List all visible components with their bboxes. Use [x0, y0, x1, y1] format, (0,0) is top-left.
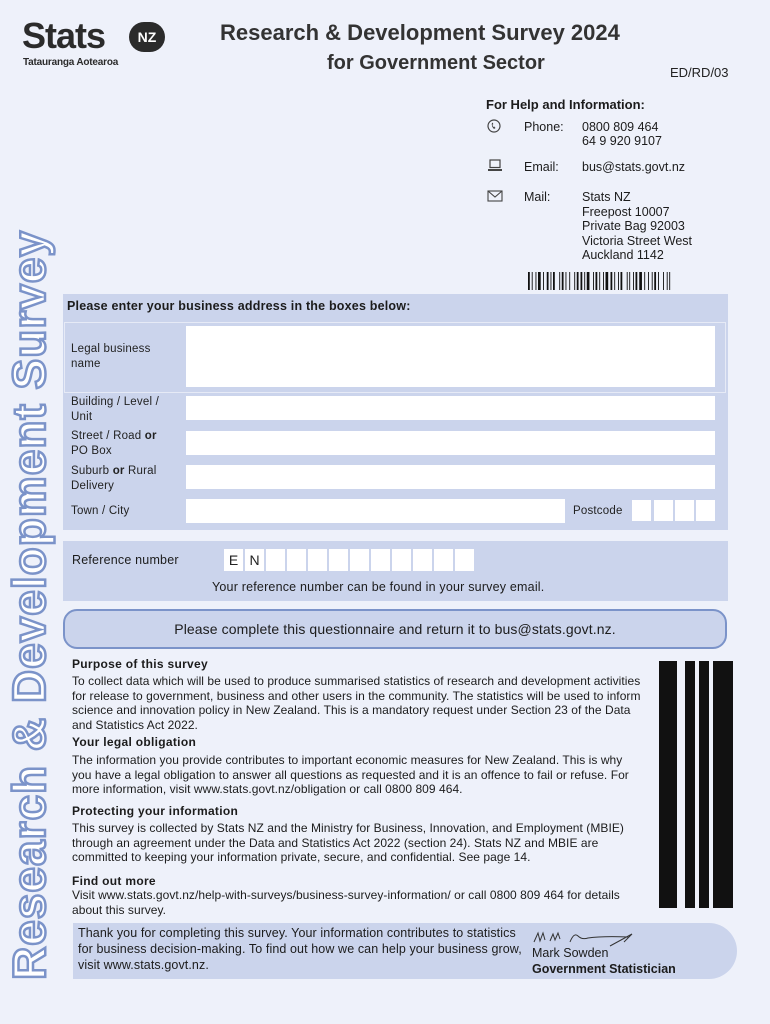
street-label: Street / Road or PO Box — [71, 430, 157, 457]
postcode-label: Postcode — [573, 505, 623, 517]
scan-bar-3 — [699, 661, 709, 908]
envelope-icon — [487, 190, 503, 204]
email-address: bus@stats.govt.nz — [582, 160, 686, 174]
barcode-bar — [654, 272, 656, 290]
barcode-bar — [566, 272, 567, 290]
reference-digit-box[interactable] — [434, 549, 453, 571]
barcode-bar — [577, 272, 579, 290]
mail-label: Mail: — [524, 190, 551, 204]
legal-heading: Your legal obligation — [72, 735, 197, 749]
vertical-title: Research & Development Survey — [3, 230, 55, 980]
reference-digit-box[interactable] — [308, 549, 327, 571]
barcode-bar — [532, 272, 533, 290]
barcode-bar — [639, 272, 642, 290]
phone-icon — [487, 119, 503, 133]
barcode-bar — [633, 272, 634, 290]
logo-word: Stats — [22, 15, 106, 56]
purpose-heading: Purpose of this survey — [72, 657, 208, 671]
stats-nz-logo — [22, 15, 182, 73]
barcode-bar — [553, 272, 555, 290]
barcode-bar — [618, 272, 619, 290]
barcode-bar — [562, 272, 564, 290]
barcode-bar — [629, 272, 630, 290]
barcode-bar — [599, 272, 600, 290]
barcode-bar — [538, 272, 541, 290]
scan-bar-4 — [713, 661, 733, 908]
legal-name-field[interactable] — [186, 326, 715, 387]
find-text: Visit www.stats.govt.nz/help-with-surveys/business-survey-information/ or call 0800 809 464 for details about this survey. — [72, 888, 620, 917]
form-code: ED/RD/03 — [670, 65, 729, 80]
reference-prefix-1: E — [224, 549, 243, 571]
reference-digit-box[interactable] — [350, 549, 369, 571]
legal-text: The information you provide contributes to important economic measures for New Zealand. This is why you have a legal obligation to answer all questions as requested and it is an offence to fail or refuse. For more information, visit www.stats.govt.nz/obligation or call 0800 809 464. — [72, 753, 629, 797]
barcode-bar — [606, 272, 609, 290]
scan-bar-2 — [685, 661, 695, 908]
signatory-title: Government Statistician — [532, 962, 676, 976]
barcode — [528, 272, 722, 290]
barcode-bar — [667, 272, 668, 290]
barcode-bar — [543, 272, 544, 290]
barcode-bar — [627, 272, 628, 290]
thanks-text: Thank you for completing this survey. Your information contributes to statistics for business decision-making. To find out how we can help your business grow, visit www.stats.govt.nz. — [78, 926, 522, 972]
email-label: Email: — [524, 160, 559, 174]
suburb-field[interactable] — [186, 465, 715, 489]
barcode-bar — [584, 272, 585, 290]
protect-heading: Protecting your information — [72, 804, 239, 818]
postcode-digit-3[interactable] — [675, 500, 694, 521]
barcode-bar — [621, 272, 623, 290]
page-title: Research & Development Survey 2024 — [220, 20, 620, 45]
reference-label: Reference number — [72, 553, 179, 567]
logo-badge: NZ — [129, 22, 165, 52]
reference-digit-box[interactable] — [266, 549, 285, 571]
postcode-digit-1[interactable] — [632, 500, 651, 521]
logo-tagline: Tatauranga Aotearoa — [23, 57, 119, 68]
barcode-bar — [636, 272, 638, 290]
reference-note: Your reference number can be found in your survey email. — [212, 580, 545, 594]
reference-prefix-2: N — [245, 549, 264, 571]
mail-line-2: Freepost 10007 — [582, 205, 670, 219]
postcode-digit-2[interactable] — [654, 500, 673, 521]
barcode-bar — [581, 272, 583, 290]
legal-name-label: Legal business name — [71, 343, 151, 370]
mail-line-1: Stats NZ — [582, 190, 631, 204]
protect-text: This survey is collected by Stats NZ and the Ministry for Business, Innovation, and Employment (MBIE) through an agreement under the Data and Statistics Act 2022 (section 24). Stats NZ and MBIE are committed to keeping your information private, secure, and confidential. See page 14. — [72, 821, 624, 865]
town-field[interactable] — [186, 499, 565, 523]
purpose-text: To collect data which will be used to produce summarised statistics of research and development activities for release to government, business and other users in the community. The statistics will be used to inform science and innovation policy in New Zealand. This is a mandatory request under Section 23 of the Data and Statistics Act 2022. — [72, 674, 641, 732]
barcode-bar — [611, 272, 613, 290]
suburb-label: Suburb or Rural Delivery — [71, 465, 157, 492]
building-label: Building / Level / Unit — [71, 396, 159, 423]
reference-digit-box[interactable] — [455, 549, 474, 571]
help-heading: For Help and Information: — [486, 97, 645, 112]
barcode-bar — [648, 272, 649, 290]
building-field[interactable] — [186, 396, 715, 420]
phone-label: Phone: — [524, 120, 564, 134]
return-instruction: Please complete this questionnaire and return it to bus@stats.govt.nz. — [63, 609, 727, 649]
reference-digit-box[interactable] — [392, 549, 411, 571]
barcode-bar — [663, 272, 664, 290]
phone-number-2: 64 9 920 9107 — [582, 134, 662, 148]
barcode-bar — [596, 272, 598, 290]
signatory-name: Mark Sowden — [532, 946, 609, 960]
reference-digit-box[interactable] — [329, 549, 348, 571]
laptop-icon — [487, 159, 503, 173]
street-field[interactable] — [186, 431, 715, 455]
barcode-bar — [551, 272, 552, 290]
barcode-bar — [559, 272, 560, 290]
barcode-bar — [652, 272, 653, 290]
scan-bar-1 — [659, 661, 677, 908]
mail-line-5: Auckland 1142 — [582, 248, 664, 262]
reference-digit-box[interactable] — [287, 549, 306, 571]
mail-line-3: Private Bag 92003 — [582, 219, 685, 233]
barcode-bar — [603, 272, 604, 290]
barcode-bar — [574, 272, 575, 290]
barcode-bar — [528, 272, 530, 290]
postcode-digit-4[interactable] — [696, 500, 715, 521]
reference-digit-box[interactable] — [371, 549, 390, 571]
address-heading: Please enter your business address in the boxes below: — [67, 299, 411, 313]
barcode-bar — [669, 272, 670, 290]
mail-line-4: Victoria Street West — [582, 234, 692, 248]
barcode-bar — [658, 272, 659, 290]
reference-digit-box[interactable] — [413, 549, 432, 571]
barcode-bar — [587, 272, 590, 290]
barcode-bar — [536, 272, 537, 290]
phone-number-1: 0800 809 464 — [582, 120, 659, 134]
barcode-bar — [593, 272, 594, 290]
barcode-bar — [569, 272, 570, 290]
find-heading: Find out more — [72, 874, 156, 888]
page-subtitle: for Government Sector — [327, 52, 545, 74]
town-label: Town / City — [71, 505, 130, 517]
barcode-bar — [547, 272, 549, 290]
barcode-bar — [614, 272, 615, 290]
barcode-bar — [644, 272, 645, 290]
